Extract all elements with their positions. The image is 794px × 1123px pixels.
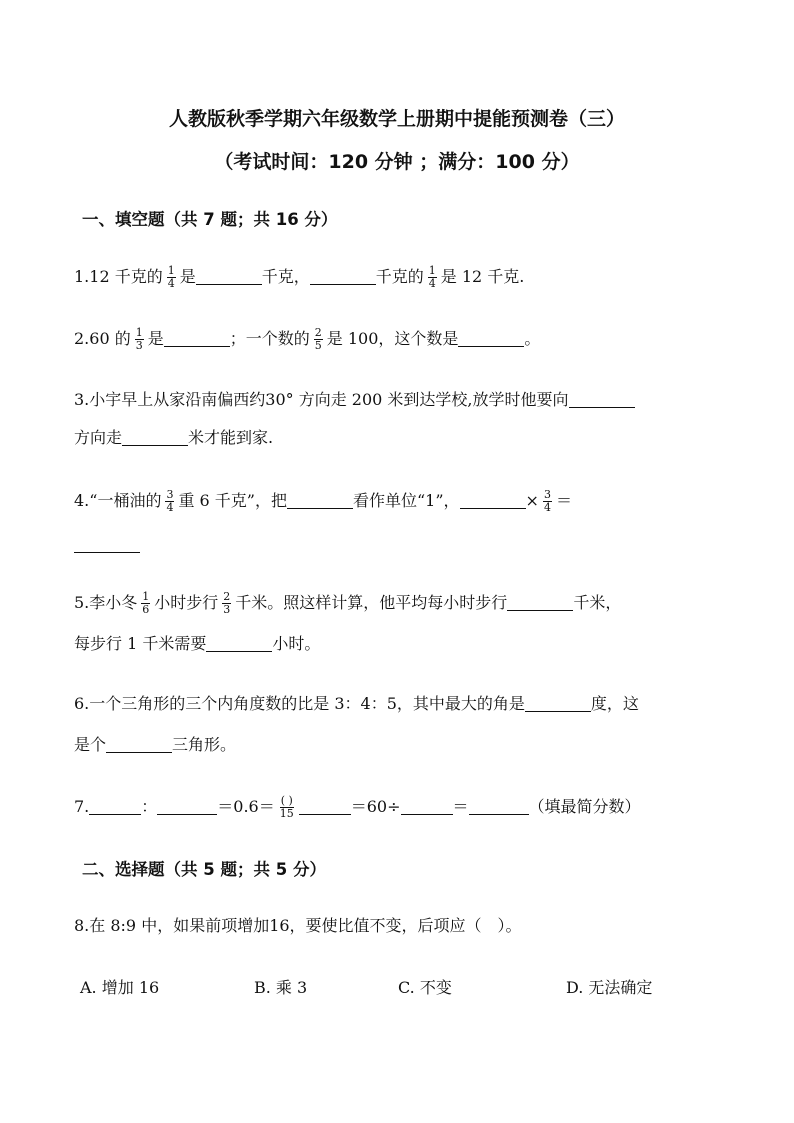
answer-blank[interactable]	[299, 813, 351, 815]
question-2: 2.60 的 $\frac{1}{3}$ 是 ；一个数的 $\frac{2}{5}$ 是 100，这个数是 。	[74, 326, 541, 352]
question-4-line-2	[74, 533, 724, 557]
fraction: $\frac{( )}{15}$	[279, 794, 294, 820]
question-5: 5.李小冬 $\frac{1}{6}$ 小时步行 $\frac{2}{3}$ 千米。照这样计算，他平均每小时步行 千米，	[74, 590, 622, 616]
fraction: $\frac{3}{4}$	[166, 488, 174, 514]
answer-blank[interactable]	[157, 813, 217, 815]
answer-blank[interactable]	[287, 507, 353, 509]
answer-blank[interactable]	[460, 507, 526, 509]
question-8: 8.在 8:9 中，如果前项增加16，要使比值不变，后项应（ ）。	[74, 916, 522, 935]
answer-blank[interactable]	[74, 551, 140, 553]
answer-blank[interactable]	[122, 444, 188, 446]
section-multiple-choice: 二、选择题（共 5 题；共 5 分）	[82, 860, 326, 879]
question-6-line-2: 是个 三角形。	[74, 735, 237, 754]
answer-blank[interactable]	[458, 345, 524, 347]
answer-blank[interactable]	[401, 813, 453, 815]
fraction: $\frac{1}{4}$	[167, 264, 175, 290]
answer-blank[interactable]	[469, 813, 529, 815]
question-7: 7. ： ＝0.6＝ $\frac{( )}{15}$ ＝60÷ ＝ （填最简分数）	[74, 794, 641, 820]
answer-blank[interactable]	[206, 650, 272, 652]
answer-blank[interactable]	[310, 283, 376, 285]
fraction: $\frac{1}{6}$	[142, 590, 150, 616]
answer-blank[interactable]	[106, 751, 172, 753]
fraction: $\frac{2}{3}$	[223, 590, 231, 616]
question-3-line-2: 方向走 米才能到家.	[74, 428, 274, 447]
answer-blank[interactable]	[196, 283, 262, 285]
answer-blank[interactable]	[525, 710, 591, 712]
question-5-line-2: 每步行 1 千米需要 小时。	[74, 634, 321, 653]
question-1: 1.12 千克的 $\frac{1}{4}$ 是 千克， 千克的 $\frac{1}{4}$ 是 12 千克.	[74, 264, 525, 290]
section-fill-in: 一、填空题（共 7 题；共 16 分）	[82, 210, 338, 229]
question-4: 4.“一桶油的 $\frac{3}{4}$ 重 6 千克”，把 看作单位“1”， × $\frac{3}{4}$ ＝	[74, 488, 572, 514]
fraction: $\frac{3}{4}$	[543, 488, 551, 514]
answer-blank[interactable]	[569, 406, 635, 408]
question-3: 3.小宇早上从家沿南偏西约30° 方向走 200 米到达学校,放学时他要向	[74, 388, 724, 412]
answer-blank[interactable]	[507, 609, 573, 611]
fraction: $\frac{2}{5}$	[314, 326, 322, 352]
option-a[interactable]: A. 增加 16	[80, 978, 160, 997]
option-b[interactable]: B. 乘 3	[254, 978, 308, 997]
question-6: 6.一个三角形的三个内角度数的比是 3：4：5，其中最大的角是 度，这	[74, 694, 639, 713]
answer-blank[interactable]	[89, 813, 141, 815]
page-title: 人教版秋季学期六年级数学上册期中提能预测卷（三）	[168, 108, 625, 130]
exam-info: （考试时间：120 分钟 ；满分：100 分）	[214, 151, 580, 173]
fraction: $\frac{1}{3}$	[135, 326, 143, 352]
option-c[interactable]: C. 不变	[398, 978, 452, 997]
fraction: $\frac{1}{4}$	[428, 264, 436, 290]
answer-blank[interactable]	[164, 345, 230, 347]
option-d[interactable]: D. 无法确定	[566, 978, 653, 997]
